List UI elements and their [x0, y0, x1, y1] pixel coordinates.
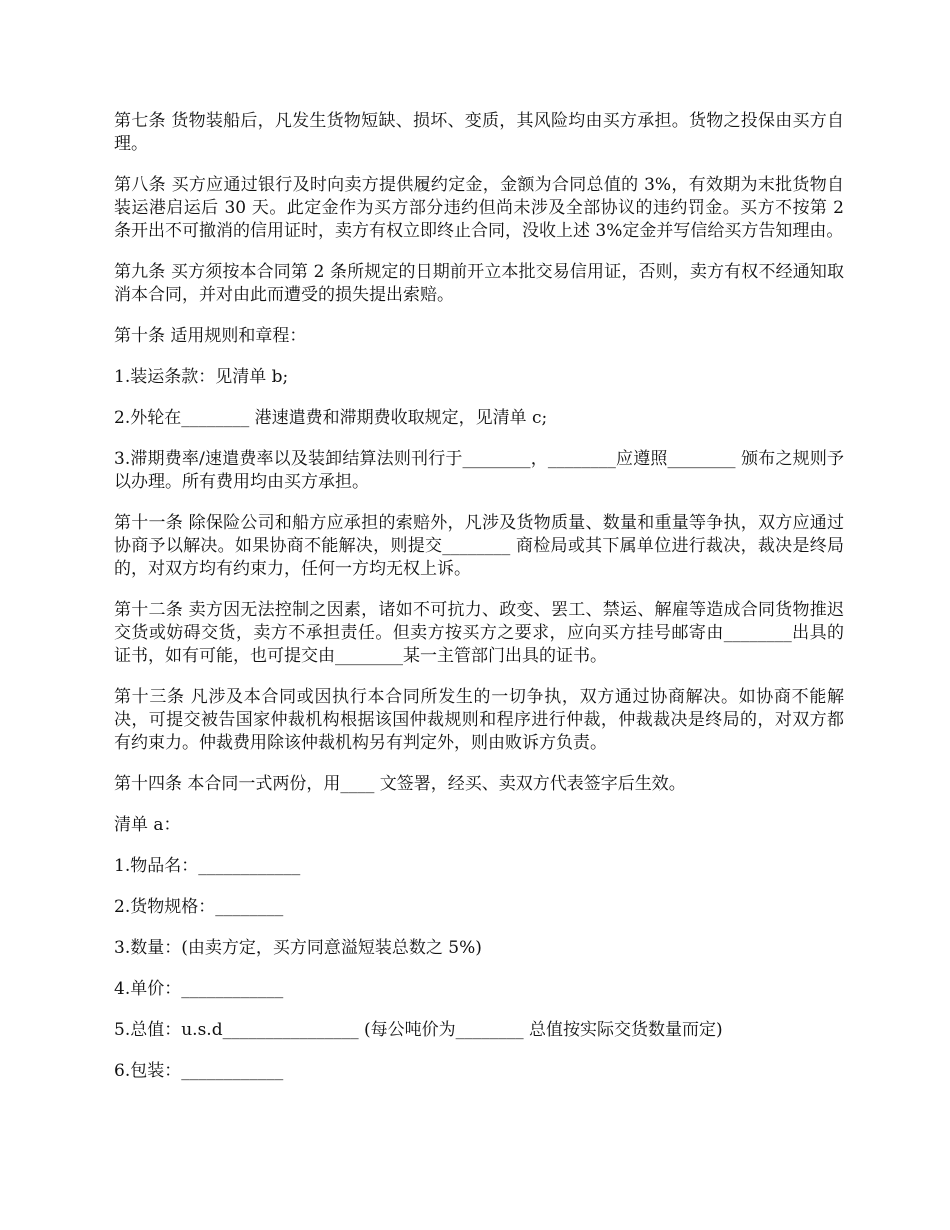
list-a-item-quantity: 3.数量：(由卖方定，买方同意溢短装总数之 5%): [114, 938, 482, 958]
list-a-item-unit-price: 4.单价：____________: [114, 979, 284, 999]
article-7-paragraph: 第七条 货物装船后，凡发生货物短缺、损坏、变质，其风险均由买方承担。货物之投保由买方自理。: [114, 111, 844, 154]
article-10-item-3: 3.滞期费率/速遣费率以及装卸结算法则刊行于________，________应遵照________ 颁布之规则予以办理。所有费用均由买方承担。: [114, 449, 844, 492]
document-body: [114, 110, 844, 1101]
article-12-paragraph: 第十二条 卖方因无法控制之因素，诸如不可抗力、政变、罢工、禁运、解雇等造成合同货物推迟交货或妨碍交货，卖方不承担责任。但卖方按买方之要求，应向买方挂号邮寄由________出具的证书，如有可能，也可提交由________某一主管部门出具的证书。: [114, 600, 844, 666]
article-10-heading: 第十条 适用规则和章程：: [114, 326, 307, 346]
list-a-item-spec: 2.货物规格：________: [114, 897, 284, 917]
article-8-paragraph: 第八条 买方应通过银行及时向卖方提供履约定金，金额为合同总值的 3%，有效期为末批货物自装运港启运后 30 天。此定金作为买方部分违约但尚未涉及全部协议的违约罚金。买方不按第 2 条开出不可撤消的信用证时，卖方有权立即终止合同，没收上述 3%定金并写信给买方告知理由。: [114, 175, 844, 241]
article-10-item-1: 1.装运条款：见清单 b;: [114, 367, 289, 387]
list-a-heading: 清单 a：: [114, 815, 181, 835]
article-10-item-2: 2.外轮在________ 港速遣费和滞期费收取规定，见清单 c;: [114, 408, 548, 428]
article-14-paragraph: 第十四条 本合同一式两份，用____ 文签署，经买、卖双方代表签字后生效。: [114, 774, 686, 794]
article-11-paragraph: 第十一条 除保险公司和船方应承担的索赔外，凡涉及货物质量、数量和重量等争执，双方应通过协商予以解决。如果协商不能解决，则提交________ 商检局或其下属单位进行裁决，裁决是终局的，对双方均有约束力，任何一方均无权上诉。: [114, 513, 844, 579]
article-9-paragraph: 第九条 买方须按本合同第 2 条所规定的日期前开立本批交易信用证，否则，卖方有权不经通知取消本合同，并对由此而遭受的损失提出索赔。: [114, 262, 844, 305]
list-a-item-packing: 6.包装：____________: [114, 1061, 284, 1081]
list-a-item-total-value: 5.总值：u.s.d________________ (每公吨价为________ 总值按实际交货数量而定): [114, 1020, 723, 1040]
list-a-item-name: 1.物品名：____________: [114, 856, 301, 876]
article-13-paragraph: 第十三条 凡涉及本合同或因执行本合同所发生的一切争执，双方通过协商解决。如协商不能解决，可提交被告国家仲裁机构根据该国仲裁规则和程序进行仲裁，仲裁裁决是终局的，对双方都有约束力。仲裁费用除该仲裁机构另有判定外，则由败诉方负责。: [114, 687, 844, 753]
